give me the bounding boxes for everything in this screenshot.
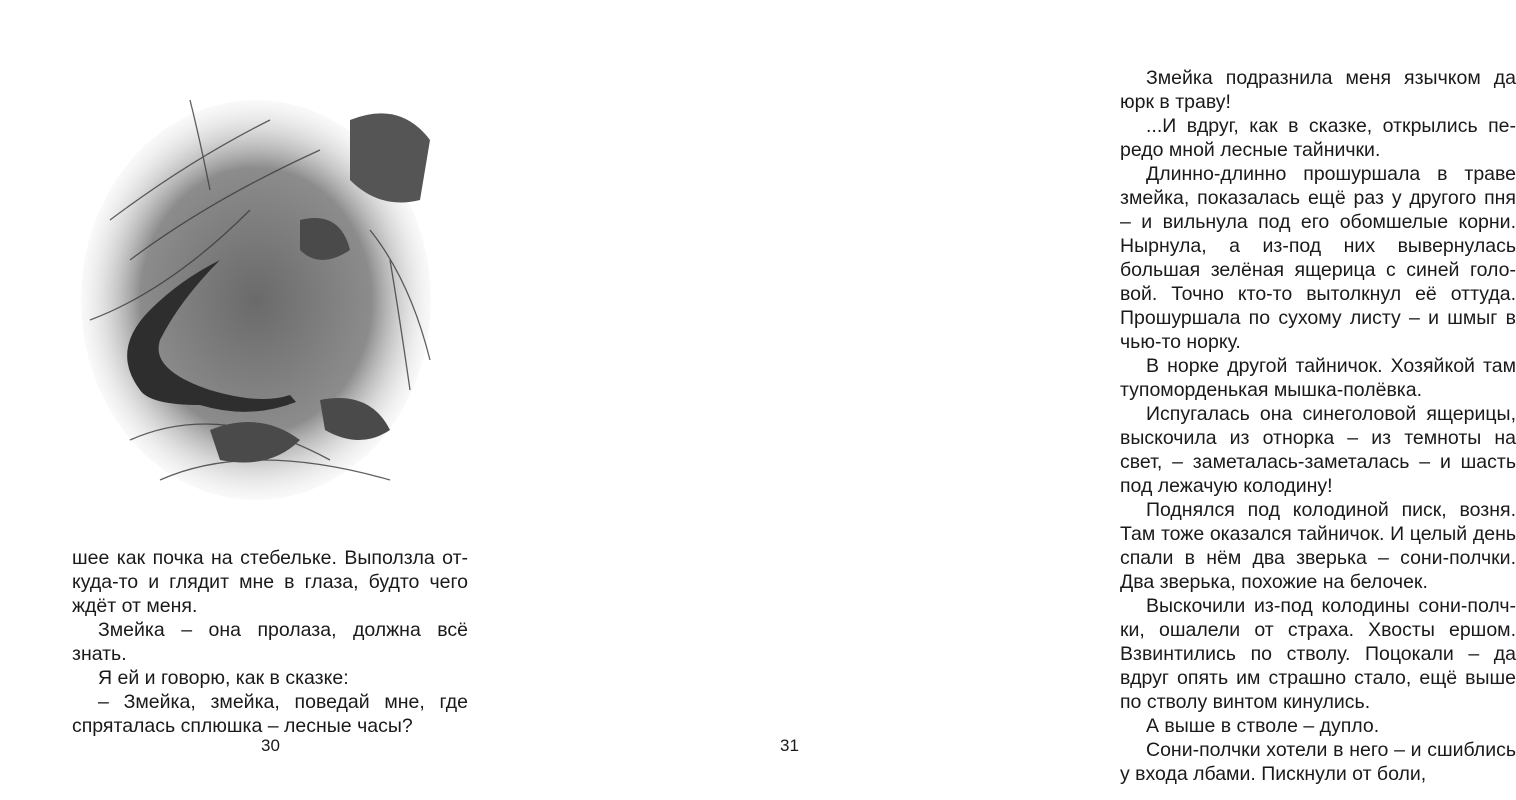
paragraph: шее как почка на стебельке. Выползла откуда-то и глядит мне в глаза, будто чего ждёт от меня. (72, 547, 468, 617)
paragraph: Длинно-длинно прошуршала в траве змейка, показалась ещё раз у другого пня – и вильнула под его обомшелые корни. Нырнула, а из-под них вывернулась большая зелёная ящерица с синей головой. Точно кто-то вытолкнул её оттуда. Прошуршала по сухому листу – и шмыг в чью-то норку. (1120, 163, 1516, 353)
right-page (534, 0, 1516, 800)
snake-forest-illustration (70, 60, 442, 510)
paragraph: Я ей и говорю, как в сказке: (98, 667, 349, 689)
paragraph: Змейка подразнила меня язычком да юрк в траву! (1120, 67, 1516, 113)
page-number: 31 (780, 736, 799, 755)
page-number: 30 (261, 736, 280, 755)
paragraph: – Змейка, змейка, поведай мне, где спряталась сплюшка – лесные часы? (72, 691, 468, 737)
paragraph: Поднялся под колодиной писк, возня. Там тоже оказался тайничок. И целый день спали в нём два зверька – сони-полчки. Два зверька, похожие на белочек. (1120, 499, 1516, 593)
paragraph: А выше в стволе – дупло. (1146, 715, 1380, 737)
paragraph: ...И вдруг, как в сказке, открылись передо мной лесные тайнички. (1120, 115, 1516, 161)
paragraph: Выскочили из-под колодины сони-полчки, ошалели от страха. Хвосты ершом. Взвинтились по стволу. Поцокали – да вдруг опять им страшно стало, ещё выше по стволу винтом кинулись. (1120, 595, 1516, 713)
left-page (0, 0, 534, 800)
paragraph: Змейка – она пролаза, должна всё знать. (72, 619, 468, 665)
right-page-text (1120, 66, 1516, 786)
left-page-text (72, 546, 468, 738)
paragraph: Испугалась она синеголовой ящерицы, выскочила из отнорка – из темноты на свет, – заметалась-заметалась – и шасть под лежачую колодину! (1120, 403, 1516, 497)
paragraph: В норке другой тайничок. Хозяйкой там тупоморденькая мышка-полёвка. (1120, 355, 1516, 401)
paragraph: Сони-полчки хотели в него – и сшиблись у входа лбами. Пискнули от боли, (1120, 739, 1516, 785)
